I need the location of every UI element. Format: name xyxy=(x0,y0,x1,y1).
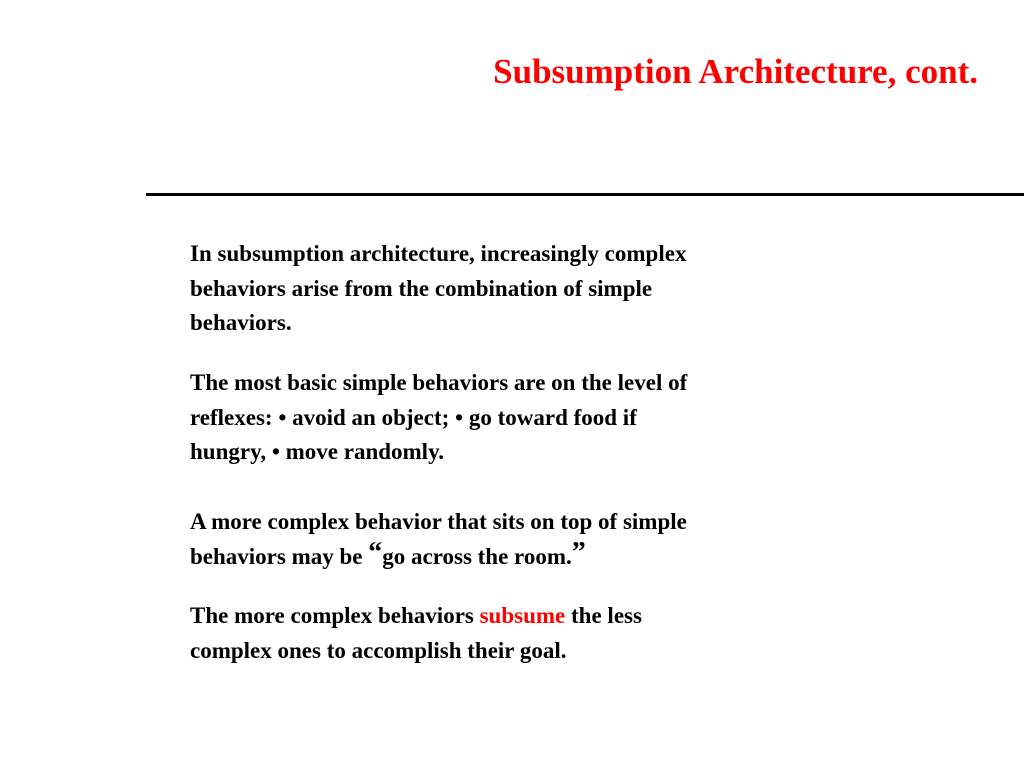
paragraph-line: behaviors. xyxy=(190,310,292,335)
paragraph-line: reflexes: • avoid an object; • go toward food if xyxy=(190,404,637,430)
paragraph-line: In subsumption architecture, increasingly complex xyxy=(190,241,687,266)
paragraph-line: A more complex behavior that sits on top of simple xyxy=(190,509,687,534)
paragraph-definition xyxy=(190,237,830,341)
open-quote: “ xyxy=(368,536,383,568)
paragraph-line: The most basic simple behaviors are on the level of xyxy=(190,370,688,395)
slide-title: Subsumption Architecture, cont. xyxy=(493,52,978,91)
close-quote: ” xyxy=(571,536,586,568)
paragraph-complex-behavior xyxy=(190,505,830,574)
highlight-subsume: subsume xyxy=(479,603,566,628)
paragraph-line: the less xyxy=(565,603,642,628)
paragraph-subsume xyxy=(190,599,830,668)
paragraph-reflexes xyxy=(190,366,830,470)
paragraph-line: complex ones to accomplish their goal. xyxy=(190,637,567,663)
paragraph-line: The more complex behaviors xyxy=(190,603,480,628)
quoted-behavior: go across the room. xyxy=(382,543,572,569)
title-divider xyxy=(146,193,1024,196)
paragraph-line: behaviors arise from the combination of simple xyxy=(190,275,653,301)
paragraph-line: behaviors may be xyxy=(190,543,369,569)
paragraph-line: hungry, • move randomly. xyxy=(190,439,445,464)
